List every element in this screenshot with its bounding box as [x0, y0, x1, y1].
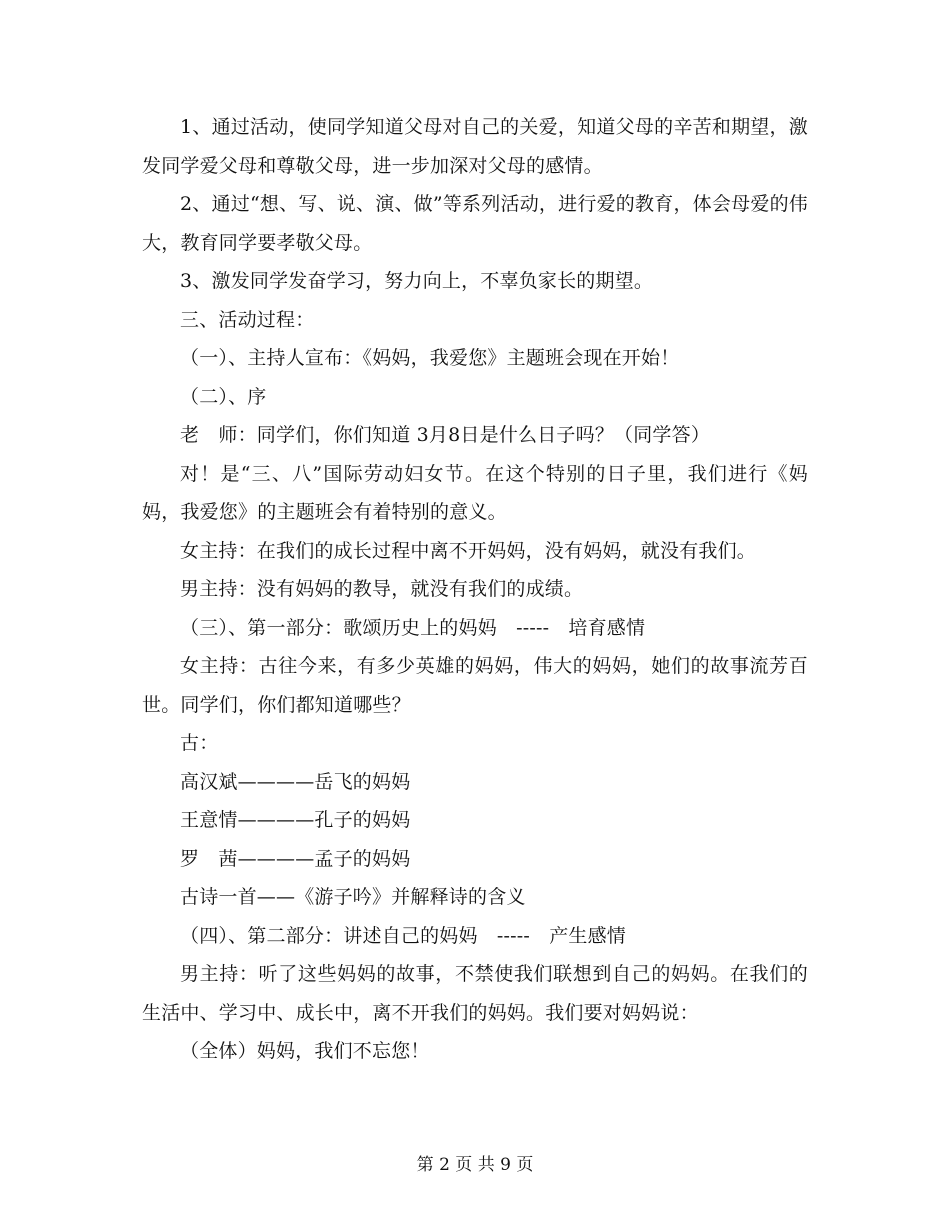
- paragraph-part-two: （四）、第二部分：讲述自己的妈妈 ----- 产生感情: [180, 924, 627, 947]
- paragraph-teacher-line: 老 师：同学们，你们知道 3月8日是什么日子吗？（同学答）: [180, 424, 711, 446]
- paragraph-part-one: （三）、第一部分：歌颂历史上的妈妈 ----- 培育感情: [180, 616, 646, 639]
- paragraph-objective-1: 1、通过活动，使同学知道父母对自己的关爱，知道父母的辛苦和期望，激发同学爱父母和尊敬父母，进一步加深对父母的感情。: [142, 116, 808, 177]
- paragraph-male-host-1: 男主持：没有妈妈的教导，就没有我们的成绩。: [180, 578, 584, 600]
- paragraph-step-2: （二）、序: [180, 385, 267, 408]
- paragraph-objective-3: 3、激发同学发奋学习，努力向上，不辜负家长的期望。: [180, 270, 654, 292]
- paragraph-female-host-1: 女主持：在我们的成长过程中离不开妈妈，没有妈妈，就没有我们。: [180, 539, 757, 562]
- paragraph-ancient-label: 古：: [180, 732, 219, 754]
- list-item-mencius-mother: 罗 茜————孟子的妈妈: [180, 847, 411, 870]
- document-body: [142, 108, 808, 1071]
- paragraph-male-host-2: 男主持：听了这些妈妈的故事，不禁使我们联想到自己的妈妈。在我们的生活中、学习中、成长中，离不开我们的妈妈。我们要对妈妈说：: [142, 963, 808, 1024]
- paragraph-female-host-2: 女主持：古往今来，有多少英雄的妈妈，伟大的妈妈，她们的故事流芳百世。同学们，你们都知道哪些？: [142, 655, 808, 716]
- paragraph-step-1: （一）、主持人宣布：《妈妈，我爱您》主题班会现在开始！: [180, 347, 680, 369]
- paragraph-womens-day: 对！是“三、八”国际劳动妇女节。在这个特别的日子里，我们进行《妈妈，我爱您》的主题班会有着特别的意义。: [142, 462, 808, 523]
- list-item-confucius-mother: 王意情————孔子的妈妈: [180, 809, 411, 831]
- page-number-footer: 第 2 页 共 9 页: [416, 1155, 534, 1175]
- paragraph-objective-2: 2、通过“想、写、说、演、做”等系列活动，进行爱的教育，体会母爱的伟大，教育同学要孝敬父母。: [142, 193, 808, 254]
- paragraph-all-together: （全体）妈妈，我们不忘您！: [180, 1040, 430, 1062]
- section-heading-process: 三、活动过程：: [180, 308, 315, 331]
- list-item-poem: 古诗一首——《游子吟》并解释诗的含义: [180, 886, 526, 908]
- list-item-yuefei-mother: 高汉斌————岳飞的妈妈: [180, 770, 411, 793]
